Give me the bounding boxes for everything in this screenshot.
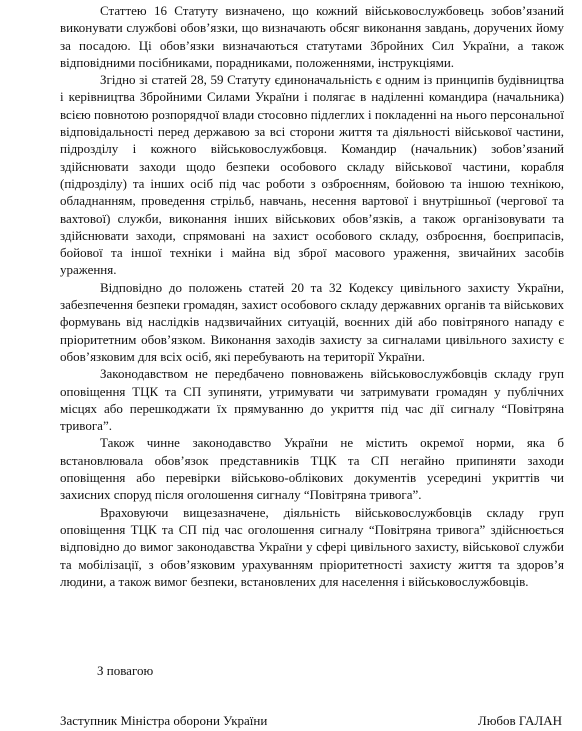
paragraph: Статтею 16 Статуту визначено, що кожний військовослужбовець зобов’язаний виконувати службові обов’язки, що визначають обсяг виконання завдань, доручених йому за посадою. Ці обов’язки визначаються статутами Збройних Сил України, а також відповідними посібниками, порадниками, положеннями, інструкціями. <box>60 3 564 70</box>
paragraph: Також чинне законодавство України не містить окремої норми, яка б встановлювала обов’язок представників ТЦК та СП негайно припиняти заходи оповіщення або перевірки військово-облікових документів усередині укриттів чи захисних споруд після оголошення сигналу “Повітряна тривога”. <box>60 435 564 503</box>
signatory-title: Заступник Міністра оборони України <box>60 713 268 728</box>
paragraph: Враховуючи вищезазначене, діяльність військовослужбовців складу груп оповіщення ТЦК та СП під час оголошення сигналу “Повітряна тривога” здійснюється відповідно до вимог законодавства України у сфері цивільного захисту, військової служби та мобілізації, з обов’язковим урахуванням пріоритетності захисту життя та здоров’я людини, а також вимог безпеки, встановлених для населення і військовослужбовців. <box>60 504 564 589</box>
paragraph: Законодавством не передбачено повноважень військовослужбовців складу груп оповіщення ТЦК та СП зупиняти, утримувати чи затримувати громадян у публічних місцях або перешкоджати їх прямуванню до укриття під час дії сигналу “Повітряна тривога”. <box>60 366 564 434</box>
paragraph: Відповідно до положень статей 20 та 32 Кодексу цивільного захисту України, забезпечення безпеки громадян, захист особового складу державних органів та військових формувань від наслідків надзвичайних ситуацій, воєнних дій або повітряного нападу є пріоритетним обов’язком. Виконання заходів захисту за сигналами цивільного захисту є обов’язковим для всіх осіб, які перебувають на території України. <box>60 279 564 364</box>
paragraph: Згідно зі статей 28, 59 Статуту єдиноначальність є одним із принципів будівництва і керівництва Збройними Силами України і полягає в наділенні командира (начальника) всією повнотою розпорядчої влади стосовно підлеглих і покладенні на нього персональної відповідальності перед державою за всі сторони життя та діяльності військової частини, підрозділу і кожного військовослужбовця. Командир (начальник) зобов’язаний здійснювати заходи щодо безпеки особового складу військової частини, корабля (підрозділу) та інших осіб під час роботи з озброєнням, бойовою та іншою технікою, обладнанням, проведення стрільб, навчань, несення вартової і внутрішньої (чергової та вахтової) служби, виконання інших військових обов’язків, а також організовувати та здійснювати заходи, спрямовані на захист особового складу, озброєння, боєприпасів, бойової та іншої техніки і майна від зброї масового ураження, звичайних засобів ураження. <box>60 72 564 278</box>
closing-salutation: З повагою <box>97 663 154 678</box>
document-body <box>60 2 564 590</box>
signatory-name: Любов ГАЛАН <box>477 713 562 728</box>
